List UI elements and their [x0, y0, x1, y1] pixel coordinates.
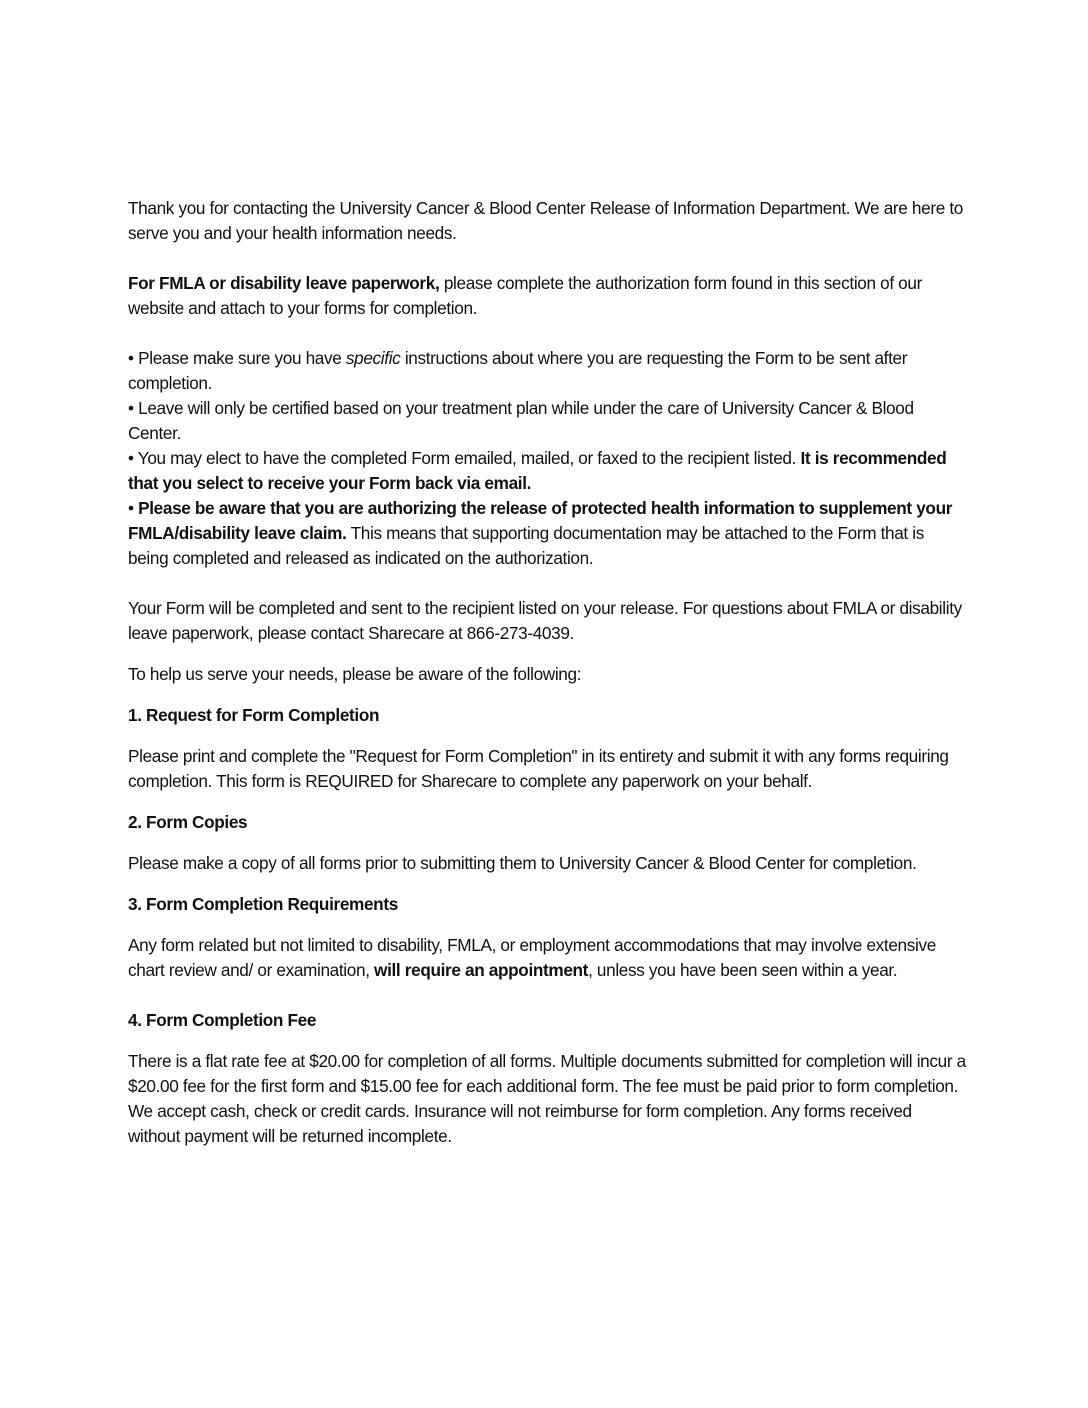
bullet-list	[128, 346, 968, 571]
section-body-fee: There is a flat rate fee at $20.00 for completion of all forms. Multiple documents submitted for completion will incur a $20.00 fee for the first form and $15.00 fee for each additional form. The fee must be paid prior to form completion. We accept cash, check or credit cards. Insurance will not reimburse for form completion. Any forms received without payment will be returned incomplete.	[128, 1051, 966, 1146]
section-heading-fee: 4. Form Completion Fee	[128, 1010, 317, 1030]
fmla-paragraph	[128, 271, 968, 321]
requirements-text: , unless you have been seen within a year.	[588, 960, 898, 980]
intro-paragraph	[128, 196, 968, 246]
section-body-copies: Please make a copy of all forms prior to submitting them to University Cancer & Blood Center for completion.	[128, 853, 917, 873]
section-body-request: Please print and complete the "Request for Form Completion" in its entirety and submit it with any forms requiring completion. This form is REQUIRED for Sharecare to complete any paperwork on your behalf.	[128, 746, 949, 791]
bullet-text: This means that supporting documentation may be attached to the Form that is being completed and released as indicated on the authorization.	[128, 523, 924, 568]
bullet-text: instructions about where you are requesting the Form to be sent after completion.	[128, 348, 908, 393]
bullet-item-specific-instructions	[128, 346, 968, 396]
intro-text: Thank you for contacting the University Cancer & Blood Center Release of Information Department. We are here to serve you and your health information needs.	[128, 198, 963, 243]
bullet-item-delivery	[128, 446, 968, 496]
section-heading-copies: 2. Form Copies	[128, 812, 248, 832]
bullet-item-authorization	[128, 496, 968, 571]
section-heading-requirements: 3. Form Completion Requirements	[128, 894, 398, 914]
bullet-text: Leave will only be certified based on your treatment plan while under the care of University Cancer & Blood Center.	[128, 398, 914, 443]
contact-paragraph	[128, 596, 968, 646]
bullet-bold-text: It is recommended that you select to receive your Form back via email.	[128, 448, 947, 493]
document-page	[128, 196, 968, 1149]
contact-text: Your Form will be completed and sent to the recipient listed on your release. For questions about FMLA or disability leave paperwork, please contact Sharecare at 866-273-4039.	[128, 598, 962, 643]
section-body-requirements	[128, 933, 968, 983]
fmla-text: please complete the authorization form found in this section of our website and attach to your forms for completion.	[128, 273, 922, 318]
fmla-lead: For FMLA or disability leave paperwork,	[128, 273, 440, 293]
bullet-bold-text: Please be aware that you are authorizing the release of protected health information to supplement your FMLA/disability leave claim.	[128, 498, 953, 543]
section-heading-request: 1. Request for Form Completion	[128, 705, 380, 725]
requirements-bold-text: will require an appointment	[374, 960, 589, 980]
help-intro: To help us serve your needs, please be aware of the following:	[128, 664, 582, 684]
bullet-item-certification	[128, 396, 968, 446]
requirements-text: Any form related but not limited to disability, FMLA, or employment accommodations that may involve extensive chart review and/ or examination,	[128, 935, 936, 980]
bullet-text: You may elect to have the completed Form emailed, mailed, or faxed to the recipient listed.	[137, 448, 801, 468]
bullet-text: Please make sure you have	[138, 348, 346, 368]
bullet-emphasis: specific	[345, 348, 401, 368]
